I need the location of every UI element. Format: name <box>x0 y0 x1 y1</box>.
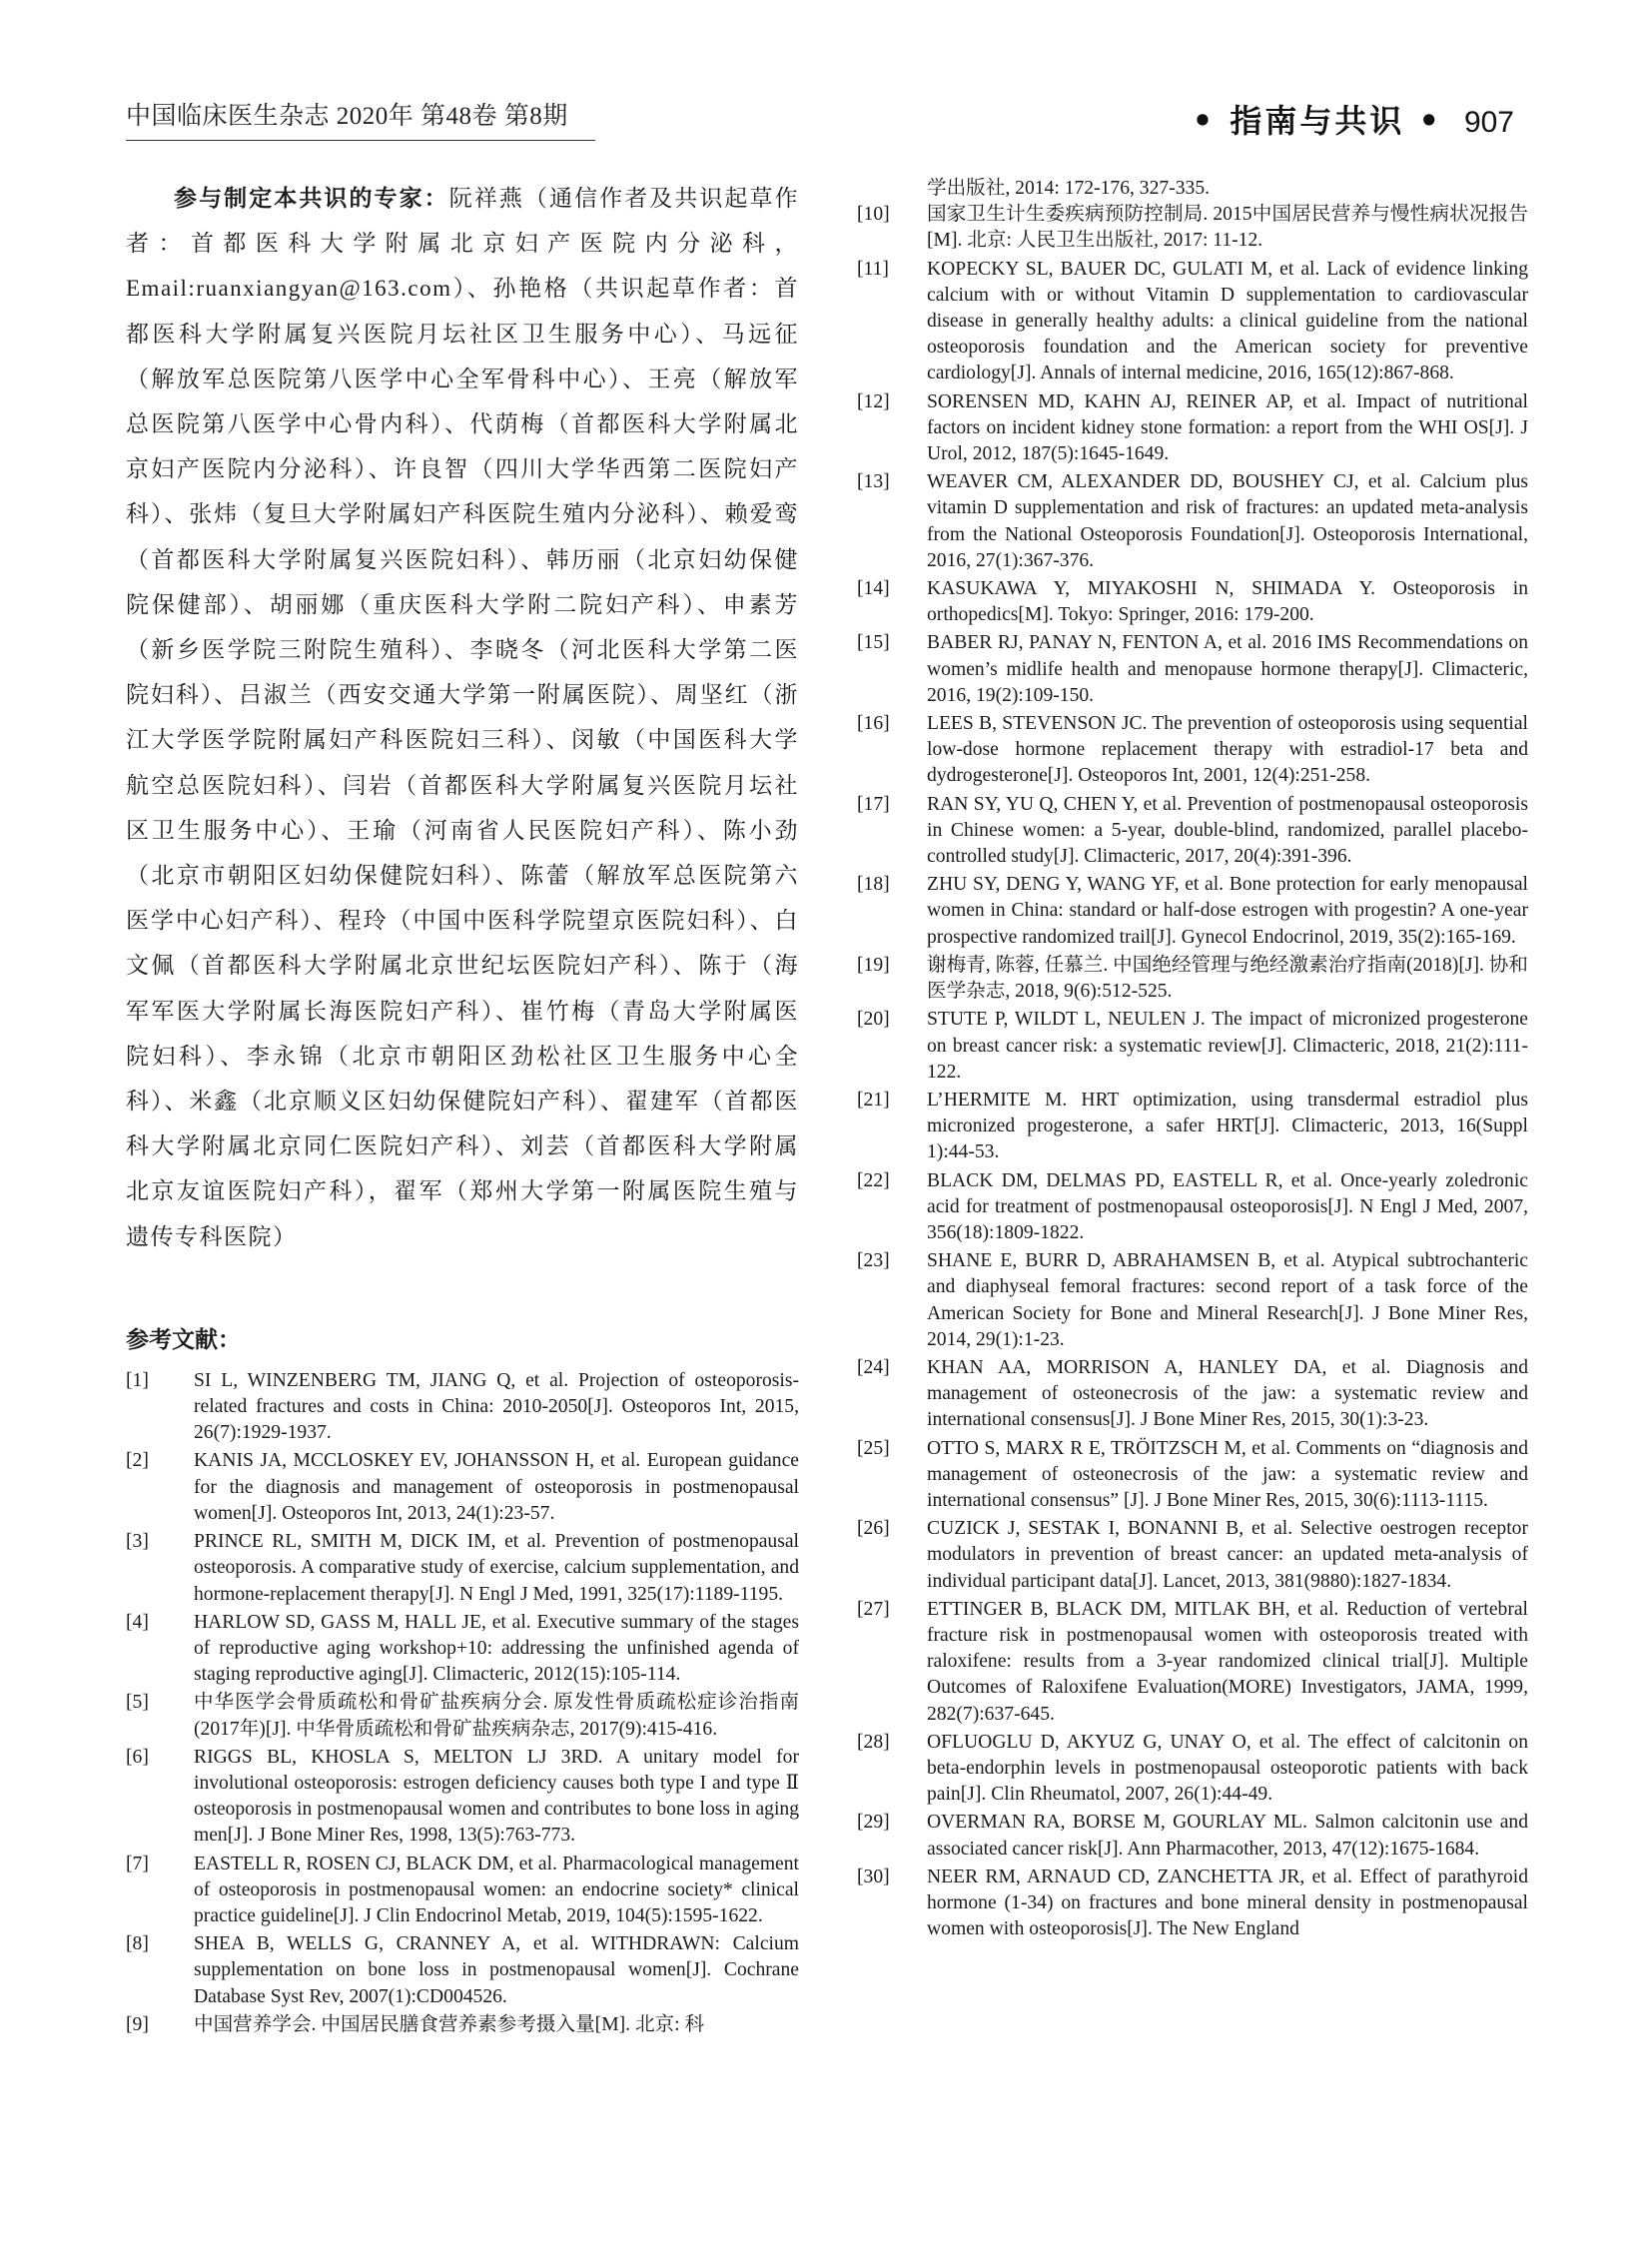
right-column <box>857 176 1528 1944</box>
experts-paragraph <box>126 176 799 1259</box>
reference-item <box>857 1597 1528 1728</box>
reference-text: BABER RJ, PANAY N, FENTON A, et al. 2016 IMS Recommendations on women’s midlife health and menopause hormone therapy[J]. Climacteric, 2016, 19(2):109-150. <box>927 632 1528 706</box>
reference-item <box>126 2012 799 2038</box>
reference-text: WEAVER CM, ALEXANDER DD, BOUSHEY CJ, et al. Calcium plus vitamin D supplementation and risk of fractures: an updated meta-analysis from the National Osteoporosis Foundation[J]. Osteoporosis International, 2016, 27(1):367-376. <box>927 471 1528 571</box>
reference-number: [27] <box>857 1598 890 1620</box>
reference-item <box>857 257 1528 387</box>
page-number: 907 <box>1463 106 1514 139</box>
reference-number: [24] <box>857 1356 890 1378</box>
reference-item <box>857 576 1528 628</box>
reference-item <box>126 1931 799 2010</box>
reference-item <box>126 1690 799 1742</box>
reference-item <box>857 711 1528 790</box>
experts-label: 参与制定本共识的专家： <box>174 186 449 211</box>
reference-number: [16] <box>857 713 890 735</box>
reference-text: KANIS JA, MCCLOSKEY EV, JOHANSSON H, et al. European guidance for the diagnosis and management of osteoporosis in postmenopausal women[J]. Osteoporos Int, 2013, 24(1):23-57. <box>194 1450 799 1524</box>
reference-number: [3] <box>126 1531 149 1553</box>
left-column <box>126 176 799 2040</box>
reference-number: [2] <box>126 1450 149 1472</box>
reference-text: EASTELL R, ROSEN CJ, BLACK DM, et al. Pharmacological management of osteoporosis in postmenopausal women: an endocrine society* clinical practice guideline[J]. J Clin Endocrinol Metab, 2019, 104(5):1595-1622. <box>194 1853 799 1926</box>
reference-text: BLACK DM, DELMAS PD, EASTELL R, et al. Once-yearly zoledronic acid for treatment of postmenopausal osteoporosis[J]. N Engl J Med, 2007, 356(18):1809-1822. <box>927 1169 1528 1243</box>
reference-item <box>126 1529 799 1608</box>
reference-text: OVERMAN RA, BORSE M, GOURLAY ML. Salmon calcitonin use and associated cancer risk[J]. Ann Pharmacother, 2013, 47(12):1675-1684. <box>927 1812 1528 1860</box>
reference-text: STUTE P, WILDT L, NEULEN J. The impact of micronized progesterone on breast cancer risk: a systematic review[J]. Climacteric, 2018, 21(2):111-122. <box>927 1009 1528 1083</box>
reference-item <box>857 1810 1528 1862</box>
page-header-right <box>1193 96 1514 142</box>
reference-number: [10] <box>857 204 890 226</box>
reference-number: [18] <box>857 874 890 896</box>
reference-text: KOPECKY SL, BAUER DC, GULATI M, et al. Lack of evidence linking calcium with or without Vitamin D supplementation to cardiovascular disease in generally healthy adults: a clinical guideline from the national osteoporosis foundation and the American society for preventive cardiology[J]. Annals of internal medicine, 2016, 165(12):867-868. <box>927 258 1528 384</box>
reference-number: [7] <box>126 1853 149 1874</box>
reference-text: KASUKAWA Y, MIYAKOSHI N, SHIMADA Y. Osteoporosis in orthopedics[M]. Tokyo: Springer, 2016: 179-200. <box>927 578 1528 626</box>
reference-text: ZHU SY, DENG Y, WANG YF, et al. Bone protection for early menopausal women in China: standard or half-dose estrogen with progestin? A one-year prospective randomized trail[J]. Gynecol Endocrinol, 2019, 35(2):165-169. <box>927 874 1528 948</box>
reference-text: PRINCE RL, SMITH M, DICK IM, et al. Prevention of postmenopausal osteoporosis. A comparative study of exercise, calcium supplementation, and hormone-replacement therapy[J]. N Engl J Med, 1991, 325(17):1189-1195. <box>194 1531 799 1605</box>
reference-item <box>857 1168 1528 1247</box>
reference-text: SI L, WINZENBERG TM, JIANG Q, et al. Projection of osteoporosis-related fractures and costs in China: 2010-2050[J]. Osteoporos Int, 2015, 26(7):1929-1937. <box>194 1369 799 1444</box>
references-title: 参考文献： <box>126 1326 241 1352</box>
reference-item <box>126 1368 799 1447</box>
reference-item <box>857 469 1528 574</box>
reference-item <box>126 1745 799 1850</box>
reference-text: HARLOW SD, GASS M, HALL JE, et al. Executive summary of the stages of reproductive aging workshop+10: addressing the unfinished agenda of staging reproductive aging[J]. Climacteric, 2012(15):105-114. <box>194 1611 799 1686</box>
reference-number: [22] <box>857 1169 890 1191</box>
reference-item <box>857 1516 1528 1595</box>
reference-number: [15] <box>857 632 890 654</box>
reference-item <box>857 389 1528 468</box>
reference-continuation: 学出版社, 2014: 172-176, 327-335. <box>927 178 1211 199</box>
reference-text: NEER RM, ARNAUD CD, ZANCHETTA JR, et al. Effect of parathyroid hormone (1-34) on fractures and bone mineral density in postmenopausal women with osteoporosis[J]. The New England <box>927 1866 1528 1940</box>
reference-text: 谢梅青, 陈蓉, 任慕兰. 中国绝经管理与绝经激素治疗指南(2018)[J]. 协和医学杂志, 2018, 9(6):512-525. <box>927 954 1528 1003</box>
reference-number: [30] <box>857 1866 890 1887</box>
reference-item <box>857 1436 1528 1515</box>
reference-number: [8] <box>126 1933 149 1955</box>
reference-item <box>857 1865 1528 1943</box>
reference-item <box>857 872 1528 951</box>
reference-text: 中国营养学会. 中国居民膳食营养素参考摄入量[M]. 北京: 科 <box>194 2013 705 2035</box>
reference-item <box>126 1852 799 1930</box>
reference-text: SHEA B, WELLS G, CRANNEY A, et al. WITHDRAWN: Calcium supplementation on bone loss in postmenopausal women[J]. Cochrane Database Syst Rev, 2007(1):CD004526. <box>194 1933 799 2007</box>
reference-text: OTTO S, MARX R E, TRÖITZSCH M, et al. Comments on “diagnosis and management of osteonecrosis of the jaw: a systematic review and international consensus” [J]. J Bone Miner Res, 2015, 30(6):1113-1115. <box>927 1437 1528 1511</box>
references-list-right <box>857 202 1528 1942</box>
reference-item <box>857 630 1528 709</box>
references-list-left <box>126 1368 799 2038</box>
reference-text: SHANE E, BURR D, ABRAHAMSEN B, et al. Atypical subtrochanteric and diaphyseal femoral fractures: second report of a task force of the American Society for Bone and Mineral Research[J]. J Bone Miner Res, 2014, 29(1):1-23. <box>927 1250 1528 1350</box>
reference-number: [26] <box>857 1518 890 1540</box>
reference-number: [6] <box>126 1746 149 1768</box>
reference-text: RAN SY, YU Q, CHEN Y, et al. Prevention of postmenopausal osteoporosis in Chinese women: a 5-year, double-blind, randomized, parallel placebo-controlled study[J]. Climacteric, 2017, 20(4):391-396. <box>927 793 1528 868</box>
reference-number: [12] <box>857 390 890 412</box>
reference-number: [29] <box>857 1812 890 1834</box>
reference-number: [21] <box>857 1089 890 1111</box>
reference-item <box>857 792 1528 871</box>
reference-item <box>126 1610 799 1689</box>
reference-number: [4] <box>126 1611 149 1633</box>
reference-text: CUZICK J, SESTAK I, BONANNI B, et al. Selective oestrogen receptor modulators in prevention of breast cancer: an updated meta-analysis of individual participant data[J]. Lancet, 2013, 381(9880):1827-1834. <box>927 1518 1528 1592</box>
reference-number: [1] <box>126 1369 149 1391</box>
reference-item <box>857 1355 1528 1434</box>
reference-number: [13] <box>857 471 890 493</box>
reference-item <box>857 953 1528 1005</box>
reference-item <box>126 1448 799 1527</box>
reference-number: [25] <box>857 1437 890 1459</box>
reference-text: RIGGS BL, KHOSLA S, MELTON LJ 3RD. A unitary model for involutional osteoporosis: estrogen deficiency causes both type I and type Ⅱ osteoporosis in postmenopausal women and contributes to bone loss in aging men[J]. J Bone Miner Res, 1998, 13(5):763-773. <box>194 1746 799 1847</box>
reference-text: OFLUOGLU D, AKYUZ G, UNAY O, et al. The effect of calcitonin on beta-endorphin levels in postmenopausal osteoporotic patients with back pain[J]. Clin Rheumatol, 2007, 26(1):44-49. <box>927 1731 1528 1806</box>
reference-text: L’HERMITE M. HRT optimization, using transdermal estradiol plus micronized progesterone, a safer HRT[J]. Climacteric, 2013, 16(Suppl 1):44-53. <box>927 1089 1528 1163</box>
reference-text: SORENSEN MD, KAHN AJ, REINER AP, et al. Impact of nutritional factors on incident kidney stone formation: a report from the WHI OS[J]. J Urol, 2012, 187(5):1645-1649. <box>927 390 1528 465</box>
journal-header: 中国临床医生杂志 2020年 第48卷 第8期 <box>126 96 595 141</box>
section-label: • 指南与共识 • <box>1192 102 1442 140</box>
reference-number: [9] <box>126 2013 149 2035</box>
reference-text: LEES B, STEVENSON JC. The prevention of osteoporosis using sequential low-dose hormone replacement therapy with estradiol-17 beta and dydrogesterone[J]. Osteoporos Int, 2001, 12(4):251-258. <box>927 713 1528 787</box>
reference-item <box>857 1248 1528 1353</box>
reference-number: [14] <box>857 578 890 600</box>
reference-number: [11] <box>857 258 889 280</box>
reference-number: [17] <box>857 793 890 815</box>
reference-number: [5] <box>126 1692 149 1714</box>
reference-text: 中华医学会骨质疏松和骨矿盐疾病分会. 原发性骨质疏松症诊治指南(2017年)[J]. 中华骨质疏松和骨矿盐疾病杂志, 2017(9):415-416. <box>194 1692 799 1740</box>
experts-text: 阮祥燕（通信作者及共识起草作者：首都医科大学附属北京妇产医院内分泌科，Email:ruanxiangyan@163.com）、孙艳格（共识起草作者：首都医科大学附属复兴医院月坛社区卫生服务中心）、马远征（解放军总医院第八医学中心全军骨科中心）、王亮（解放军总医院第八医学中心骨内科）、代荫梅（首都医科大学附属北京妇产医院内分泌科）、许良智（四川大学华西第二医院妇产科）、张炜（复旦大学附属妇产科医院生殖内分泌科）、赖爱鸾（首都医科大学附属复兴医院妇科）、韩历丽（北京妇幼保健院保健部）、胡丽娜（重庆医科大学附二院妇产科）、申素芳（新乡医学院三附院生殖科）、李晓冬（河北医科大学第二医院妇科）、吕淑兰（西安交通大学第一附属医院）、周坚红（浙江大学医学院附属妇产科医院妇三科）、闵敏（中国医科大学航空总医院妇科）、闫岩（首都医科大学附属复兴医院月坛社区卫生服务中心）、王瑜（河南省人民医院妇产科）、陈小劲（北京市朝阳区妇幼保健院妇科）、陈蕾（解放军总医院第六医学中心妇产科）、程玲（中国中医科学院望京医院妇科）、白文佩（首都医科大学附属北京世纪坛医院妇产科）、陈于（海军军医大学附属长海医院妇产科）、崔竹梅（青岛大学附属医院妇科）、李永锦（北京市朝阳区劲松社区卫生服务中心全科）、米鑫（北京顺义区妇幼保健院妇产科）、翟建军（首都医科大学附属北京同仁医院妇产科）、刘芸（首都医科大学附属北京友谊医院妇产科），翟军（郑州大学第一附属医院生殖与遗传专科医院） <box>126 186 799 1249</box>
reference-item <box>857 202 1528 254</box>
reference-item <box>857 1730 1528 1809</box>
reference-text: KHAN AA, MORRISON A, HANLEY DA, et al. Diagnosis and management of osteonecrosis of the jaw: a systematic review and international consensus[J]. J Bone Miner Res, 2015, 30(1):3-23. <box>927 1356 1528 1431</box>
reference-number: [19] <box>857 954 890 976</box>
reference-text: 国家卫生计生委疾病预防控制局. 2015中国居民营养与慢性病状况报告[M]. 北京: 人民卫生出版社, 2017: 11-12. <box>927 204 1528 252</box>
reference-item <box>857 1007 1528 1086</box>
reference-number: [23] <box>857 1250 890 1272</box>
reference-number: [28] <box>857 1731 890 1753</box>
reference-number: [20] <box>857 1009 890 1031</box>
reference-item <box>857 1088 1528 1166</box>
reference-text: ETTINGER B, BLACK DM, MITLAK BH, et al. Reduction of vertebral fracture risk in postmenopausal women with osteoporosis treated with raloxifene: results from a 3-year randomized clinical trial[J]. Multiple Outcomes of Raloxifene Evaluation(MORE) Investigators, JAMA, 1999, 282(7):637-645. <box>927 1598 1528 1725</box>
